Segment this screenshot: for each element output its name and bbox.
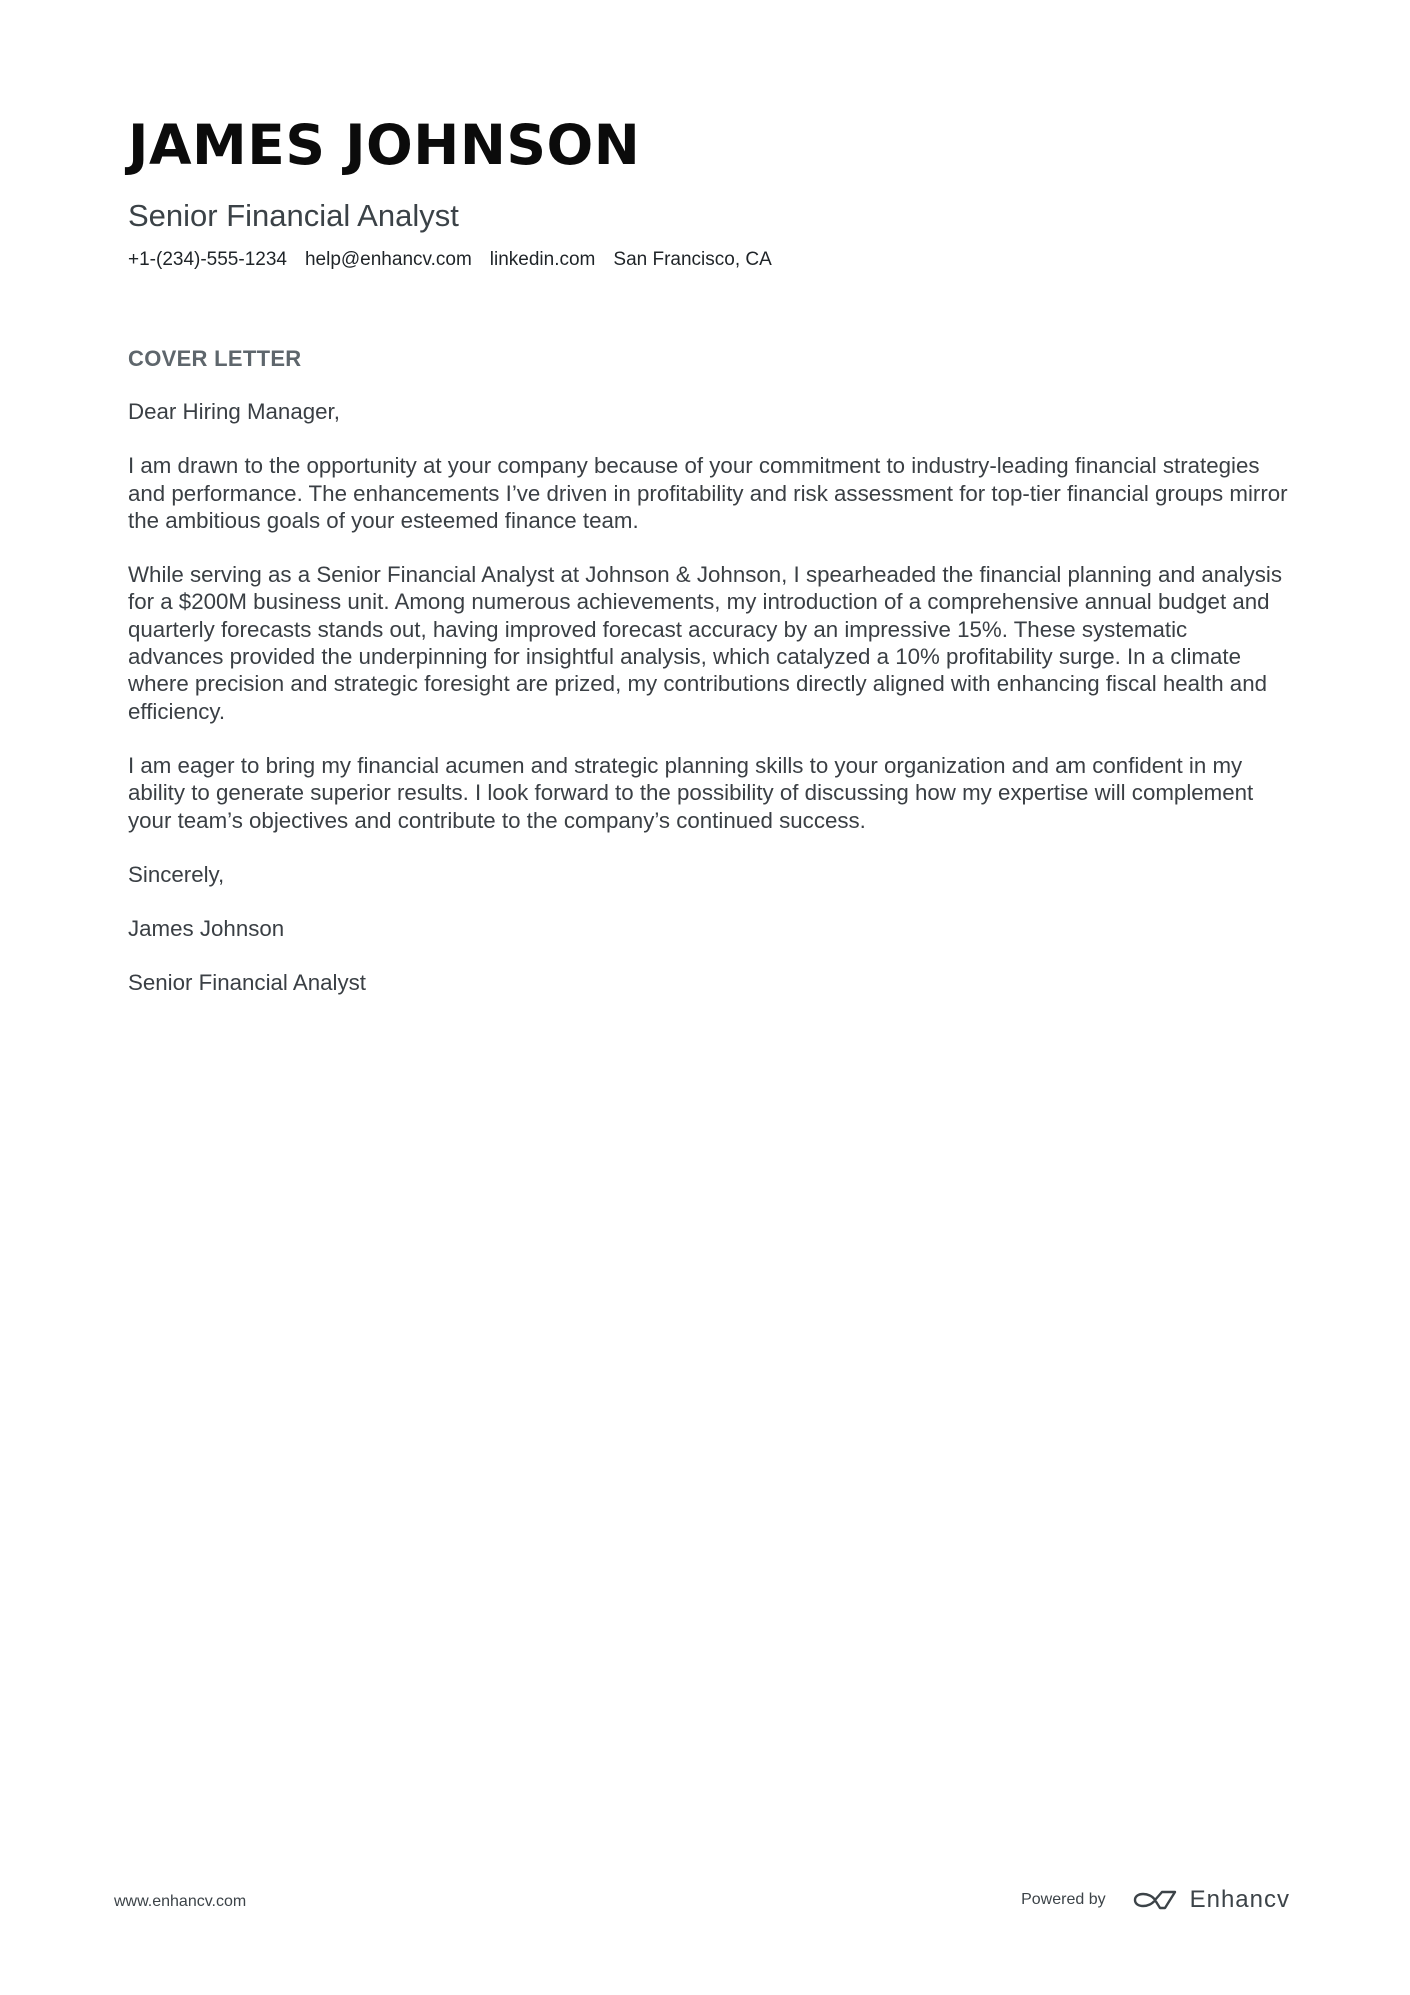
letter-header — [128, 112, 1288, 272]
brand-logo — [1132, 1886, 1290, 1914]
applicant-job-title: Senior Financial Analyst — [128, 198, 459, 233]
signature-name: James Johnson — [128, 916, 285, 942]
powered-by-badge — [1021, 1880, 1290, 1920]
applicant-name: JAMES JOHNSON — [128, 113, 641, 177]
enhancv-logo-icon — [1132, 1888, 1178, 1912]
contact-location: San Francisco, CA — [613, 249, 772, 270]
footer-website: www.enhancv.com — [114, 1893, 247, 1910]
letter-greeting: Dear Hiring Manager, — [128, 399, 340, 424]
section-heading: COVER LETTER — [128, 346, 302, 371]
signature-title: Senior Financial Analyst — [128, 970, 366, 996]
letter-paragraph: I am eager to bring my financial acumen and strategic planning skills to your organization and am confident in my ability to generate superior results. I look forward to the possibility of discussing how my expertise will complement your team’s objectives and contribute to the company’s continued success. — [128, 752, 1254, 833]
letter-paragraph: While serving as a Senior Financial Analyst at Johnson & Johnson, I spearheaded the financial planning and analysis for a $200M business unit. Among numerous achievements, my introduction of a comprehensive annual budget and quarterly forecasts stands out, having improved forecast accuracy by an impressive 15%. These systematic advances provided the underpinning for insightful analysis, which catalyzed a 10% profitability surge. In a climate where precision and strategic foresight are prized, my contributions directly aligned with enhancing fiscal health and efficiency. — [128, 562, 1282, 724]
brand-name: Enhancv — [1189, 1886, 1290, 1913]
contact-info — [128, 248, 1288, 272]
letter-closing: Sincerely, — [128, 861, 225, 887]
contact-phone: +1-(234)-555-1234 — [128, 249, 287, 270]
contact-email: help@enhancv.com — [304, 249, 472, 270]
letter-paragraph: I am drawn to the opportunity at your company because of your commitment to industry-leading financial strategies and performance. The enhancements I’ve driven in profitability and risk assessment for top-tier financial groups mirror the ambitious goals of your esteemed finance team. — [128, 453, 1288, 533]
letter-body — [128, 344, 1288, 997]
contact-linkedin: linkedin.com — [489, 249, 596, 270]
powered-by-label: Powered by — [1021, 1891, 1106, 1908]
